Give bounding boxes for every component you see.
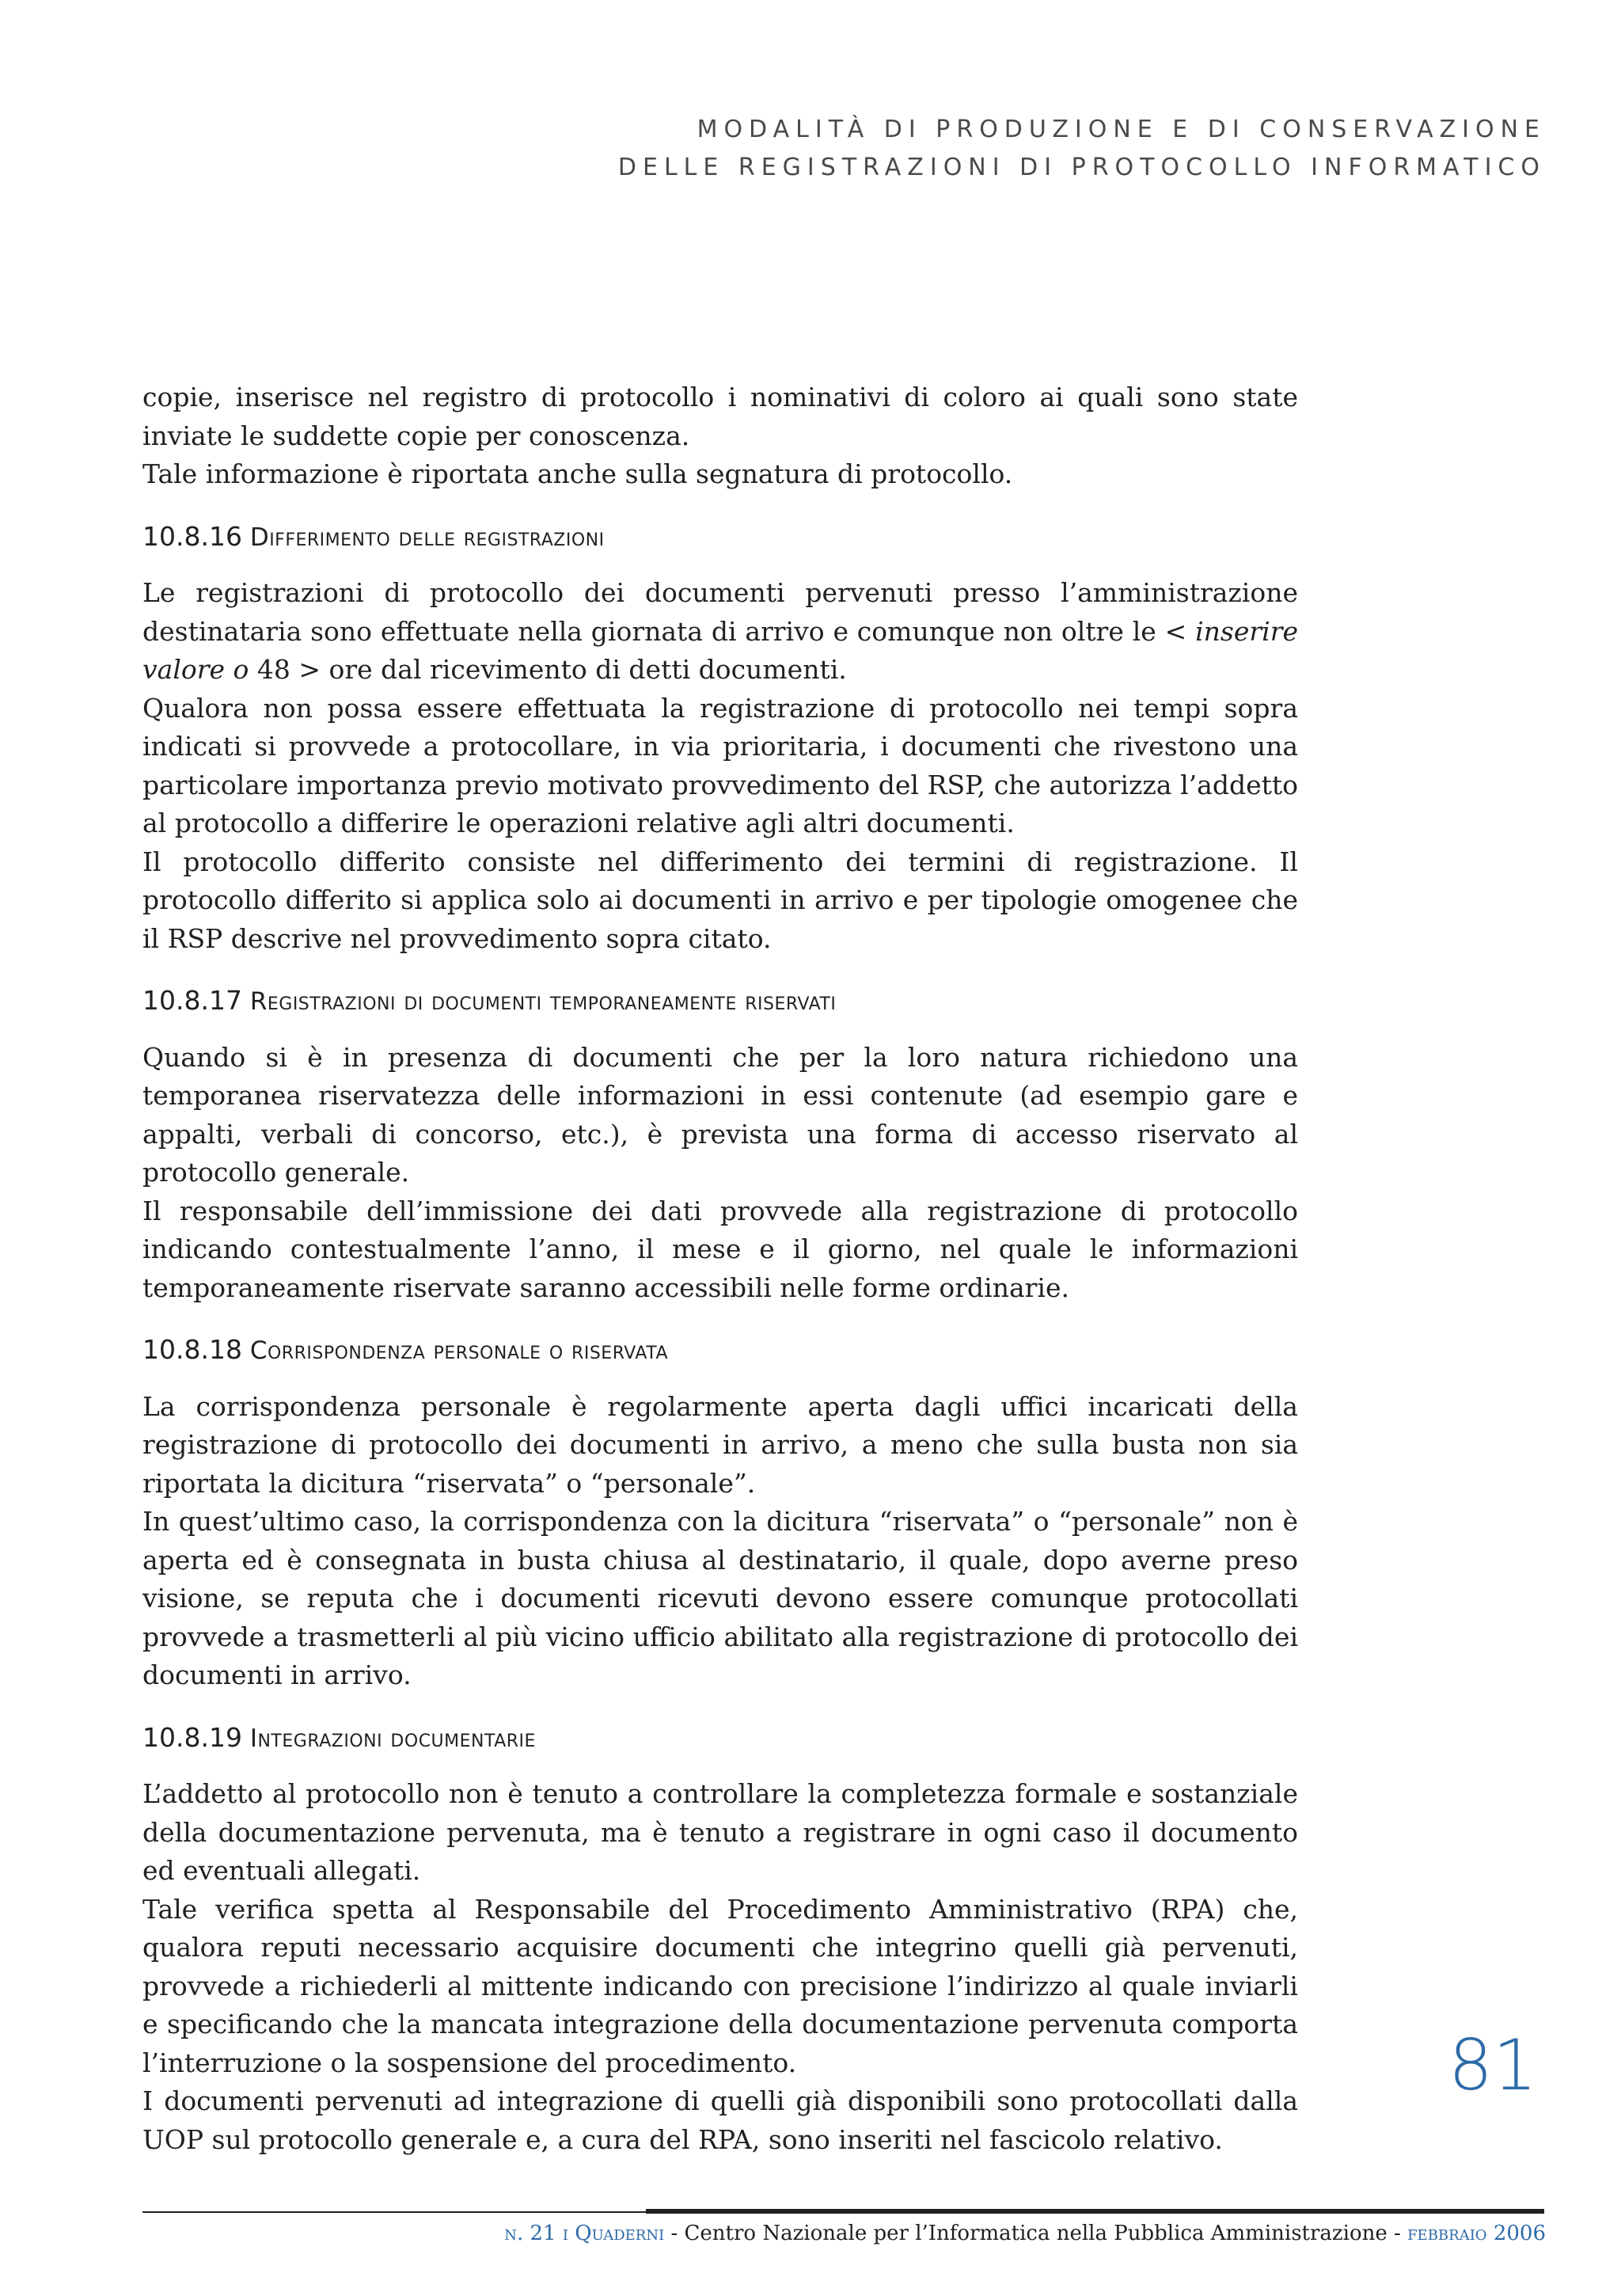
footer-dash: - [670,2222,678,2245]
footer-divider [142,2211,646,2213]
footer-publisher: Centro Nazionale per l’Informatica nella Pubblica Amministrazione [684,2222,1388,2245]
section-number: 10.8.17 [142,985,242,1016]
section-paragraph: Quando si è in presenza di documenti che per la loro natura richiedono una temporanea riservatezza delle informazioni in essi contenute (ad esempio gare e appalti, verbali di concorso, etc.), è prevista una forma di accesso riservato al protocollo generale. [142,1041,1298,1188]
footer-divider-bold [646,2209,1544,2214]
section-paragraph: Qualora non possa essere effettuata la registrazione di protocollo nei tempi sopra indicati si provvede a protocollare, in via prioritaria, i documenti che rivestono una particolare importanza previo motivato provvedimento del RSP, che autorizza l’addetto al protocollo a differire le operazioni relative agli altri documenti. [142,692,1298,838]
running-head-line-2: DELLE REGISTRAZIONI DI PROTOCOLLO INFORMATICO [617,154,1546,181]
footer-separator: i [562,2222,568,2245]
section-number: 10.8.18 [142,1334,242,1365]
section-title: Integrazioni documentarie [249,1724,536,1753]
section-title: Corrispondenza personale o riservata [249,1336,669,1365]
section-number: 10.8.19 [142,1721,242,1753]
section-paragraph: I documenti pervenuti ad integrazione di quelli già disponibili sono protocollati dalla UOP sul protocollo generale e, a cura del RPA, sono inseriti nel fascicolo relativo. [142,2085,1298,2155]
footer [504,2222,1546,2245]
running-head-line-1: MODALITÀ DI PRODUZIONE E DI CONSERVAZIONE [697,116,1546,143]
section-number: 10.8.16 [142,520,242,552]
footer-date: febbraio 2006 [1407,2222,1546,2245]
section-heading [142,1331,1298,1370]
intro-paragraph: Tale informazione è riportata anche sulla segnatura di protocollo. [142,458,1013,489]
page-number: 81 [1448,2024,1537,2106]
section-paragraph: Le registrazioni di protocollo dei documenti pervenuti presso l’amministrazione destinataria sono effettuate nella giornata di arrivo e comunque non oltre le < inserire valore o 48 > ore dal ricevimento di detti documenti. [142,577,1298,685]
running-head [618,111,1546,187]
section-title: Registrazioni di documenti temporaneamente riservati [249,987,837,1016]
page-body [142,378,1298,2159]
footer-dash: - [1394,2222,1401,2245]
footer-series: Quaderni [575,2222,665,2245]
section-paragraph: Tale verifica spetta al Responsabile del Procedimento Amministrativo (RPA) che, qualora reputi necessario acquisire documenti che integrino quelli già pervenuti, provvede a richiederli al mittente indicando con precisione l’indirizzo al quale inviarli e specificando che la mancata integrazione della documentazione pervenuta comporta l’interruzione o la sospensione del procedimento. [142,1893,1298,2078]
section-heading [142,982,1298,1021]
section-heading [142,518,1298,557]
section-title: Differimento delle registrazioni [249,523,605,552]
section-paragraph: La corrispondenza personale è regolarmente aperta dagli uffici incaricati della registrazione di protocollo dei documenti in arrivo, a meno che sulla busta non sia riportata la dicitura “riservata” o “personale”. [142,1390,1298,1499]
footer-issue: n. 21 [504,2222,556,2245]
section-paragraph: Il protocollo differito consiste nel differimento dei termini di registrazione. Il protocollo differito si applica solo ai documenti in arrivo e per tipologie omogenee che il RSP descrive nel provvedimento sopra citato. [142,846,1298,954]
section-paragraph: L’addetto al protocollo non è tenuto a controllare la completezza formale e sostanziale della documentazione pervenuta, ma è tenuto a registrare in ogni caso il documento ed eventuali allegati. [142,1778,1298,1886]
section-paragraph: In quest’ultimo caso, la corrispondenza con la dicitura “riservata” o “personale” non è aperta ed è consegnata in busta chiusa al destinatario, il quale, dopo averne preso visione, se reputa che i documenti ricevuti devono essere comunque protocollati provvede a trasmetterli al più vicino ufficio abilitato alla registrazione di protocollo dei documenti in arrivo. [142,1506,1298,1690]
section-paragraph: Il responsabile dell’immissione dei dati provvede alla registrazione di protocollo indicando contestualmente l’anno, il mese e il giorno, nel quale le informazioni temporaneamente riservate saranno accessibili nelle forme ordinarie. [142,1195,1298,1303]
section-heading [142,1719,1298,1758]
intro-paragraph: copie, inserisce nel registro di protocollo i nominativi di coloro ai quali sono state inviate le suddette copie per conoscenza. [142,382,1298,451]
